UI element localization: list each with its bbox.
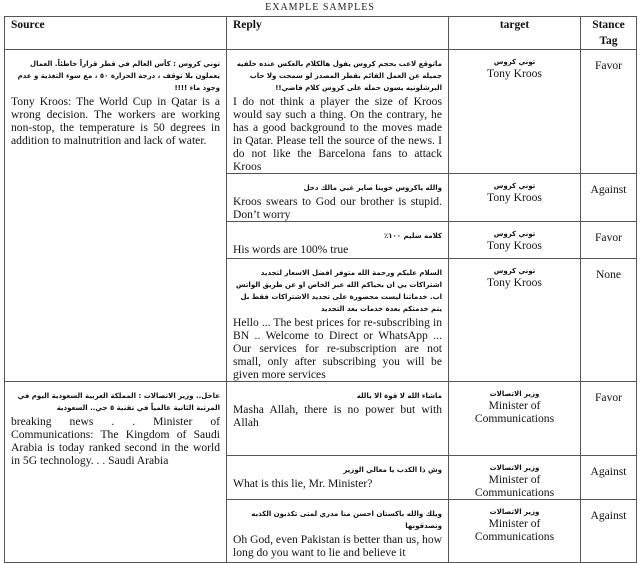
source-arabic: توني كروس : كأس العالم في قطر قراراً خاطئاً. العمال يعملون بلا توقف ، درجة الحرارة ٥٠ ، مع سوء التغذية و عدم وجود ماء !!!! [17,60,220,92]
target-cell [449,50,581,174]
reply-english: Oh God, even Pakistan is better than us, how long do you want to lie and believe it [233,533,442,559]
reply-english: What is this lie, Mr. Minister? [233,477,373,490]
target-english: Tony Kroos [487,276,542,289]
reply-arabic: والله ياكروس خوينا صاير غبي مالك دخل [303,184,442,192]
reply-english: His words are 100% true [233,243,349,256]
reply-cell [227,259,449,382]
table-row [5,382,637,456]
target-arabic: وزير الاتصالات [489,464,540,472]
header-row [5,17,637,50]
reply-arabic: ويلك والله باكستان احسن منا مدري لمتى تكذبون الكذبه وتصدقونها [251,510,442,530]
target-english: Tony Kroos [487,239,542,252]
reply-arabic: كلامه سليم ١٠٠٪ [383,232,442,240]
header-source: Source [5,17,227,50]
target-arabic: توني كروس [493,182,536,190]
header-target: target [449,17,581,50]
reply-english: Hello ... The best prices for re-subscribing in BN .. Welcome to Direct or WhatsApp ... Our services for re-subscription are not small, only after subscribing you will be given more services [233,316,442,381]
header-stance: Stance Tag [581,17,637,50]
target-arabic: وزير الاتصالات [489,390,540,398]
source-cell [5,382,227,563]
stance-tag: Against [581,500,637,563]
target-english: Minister of Communications [474,473,555,499]
source-arabic: عاجل.. وزير الاتصالات : المملكة العربية السعودية اليوم في المرتبة الثانية عالمياً في تقنية ٥ جي.. السعودية [17,392,220,412]
target-cell [449,222,581,259]
source-cell [5,50,227,382]
target-cell [449,382,581,456]
reply-cell [227,222,449,259]
reply-arabic: وش ذا الكذب يا معالي الوزير [343,466,442,474]
reply-english: Masha Allah, there is no power but with Allah [233,403,442,429]
target-english: Tony Kroos [487,191,542,204]
reply-arabic: ماتوقع لاعب بحجم كروس يقول هالكلام بالعكس عنده خلفيه جميله عن العمل القائم بقطر المصدر لو سمحت ولا حاب البرشلونيه يسون حمله على كروس كلام فاضي!! [236,60,442,92]
header-reply: Reply [227,17,449,50]
target-english: Minister of Communications [474,517,555,543]
target-cell [449,500,581,563]
reply-cell [227,500,449,563]
stance-tag: Favor [581,50,637,174]
target-arabic: وزير الاتصالات [489,508,540,516]
stance-tag: Against [581,174,637,222]
table-caption: EXAMPLE SAMPLES [265,2,375,13]
example-samples-table [4,16,637,563]
reply-cell [227,456,449,500]
target-arabic: توني كروس [493,230,536,238]
target-english: Tony Kroos [487,67,542,80]
source-english: breaking news . . Minister of Communications: The Kingdom of Saudi Arabia is today ranked second in the world in 5G technology. . . Saudi Arabia [11,415,220,467]
reply-arabic: ماشاء الله لا قوة الا بالله [356,392,442,400]
stance-tag: Favor [581,222,637,259]
reply-english: Kroos swears to God our brother is stupid. Don’t worry [233,195,442,221]
source-english: Tony Kroos: The World Cup in Qatar is a wrong decision. The workers are working non-stop, the temperature is 50 degrees in addition to malnutrition and lack of water. [11,95,220,147]
target-cell [449,174,581,222]
target-english: Minister of Communications [474,399,555,425]
stance-tag: Favor [581,382,637,456]
table-row [5,50,637,174]
target-cell [449,259,581,382]
stance-tag: None [581,259,637,382]
reply-arabic: السلام عليكم ورحمة الله متوفر افضل الاسعار لتجديد اشتراكات بي ان بحياكم الله عبر الخاص او عن طريق الواتس اب. خدماتنا ليست محصورة على تجديد الاشتراكات فقط بل يتم خدمتكم بعدة خدمات بعد التجديد [235,269,442,313]
target-arabic: توني كروس [493,267,536,275]
reply-cell [227,382,449,456]
reply-cell [227,50,449,174]
reply-cell [227,174,449,222]
stance-tag: Against [581,456,637,500]
target-arabic: توني كروس [493,58,536,66]
reply-english: I do not think a player the size of Kroos would say such a thing. On the contrary, he has a good background to the moves made in Qatar. Please tell the source of the news. I do not like the Barcelona fans to attack Kroos [233,95,442,173]
target-cell [449,456,581,500]
